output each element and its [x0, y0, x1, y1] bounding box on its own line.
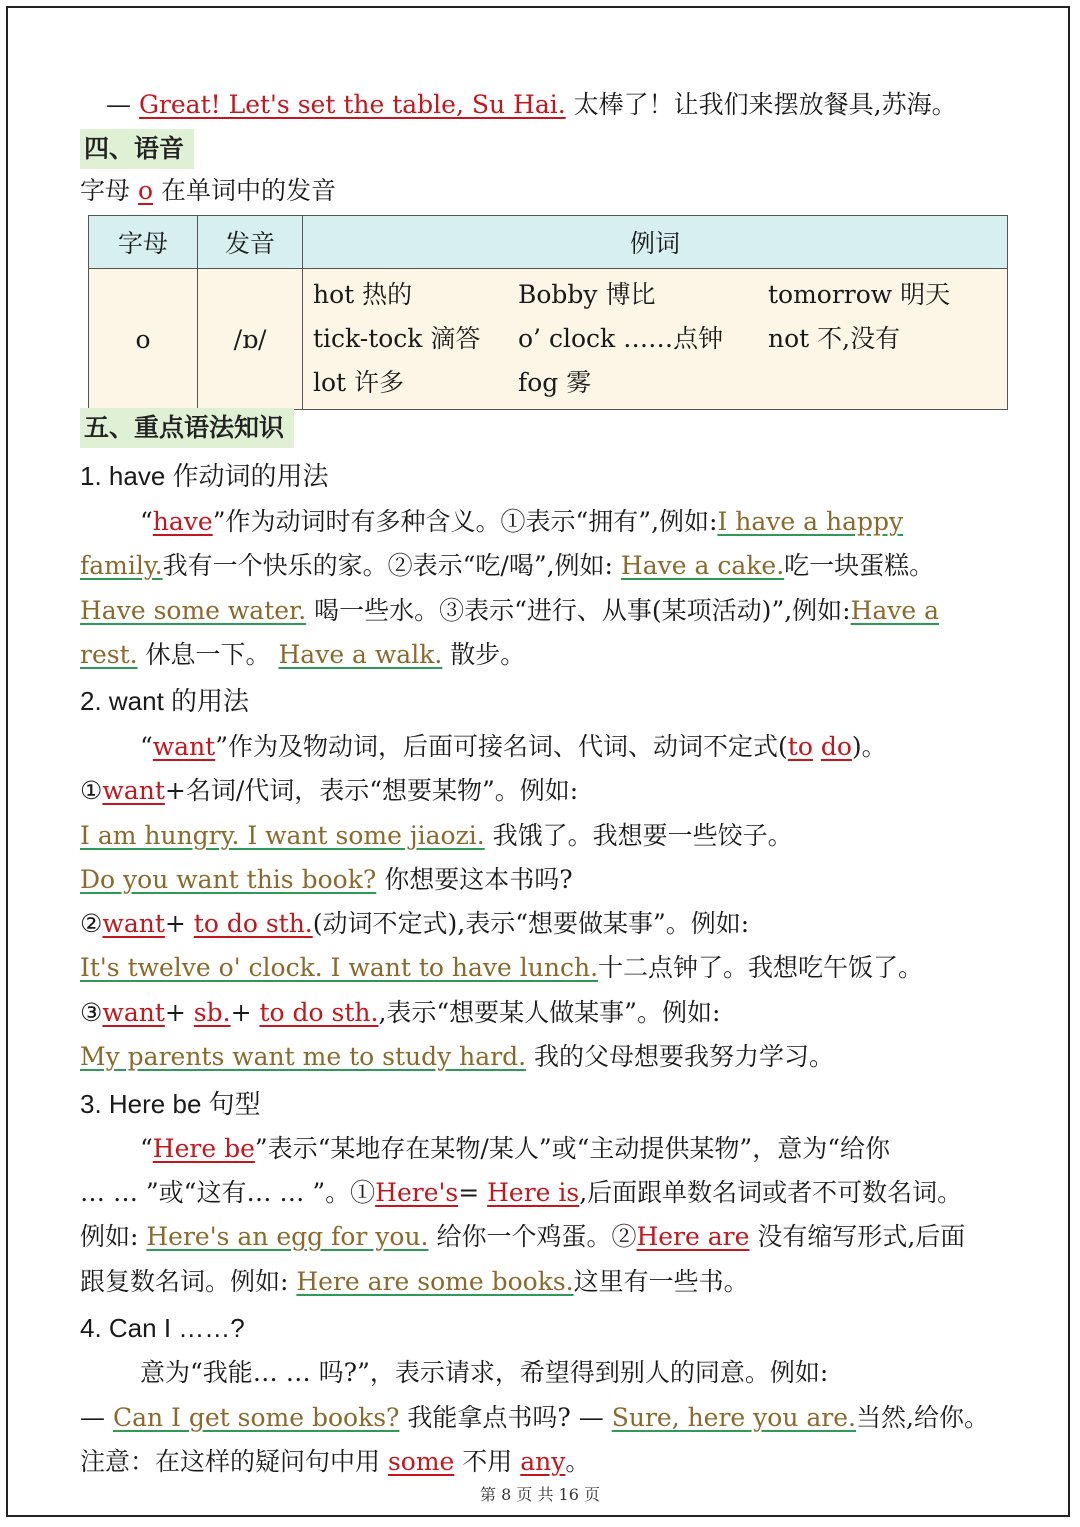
paragraph-line: Have some water. 喝一些水。③表示“进行、从事(某项活动)”,例如:Have a [80, 596, 940, 625]
subheading-can-i: 4. Can I ……? [80, 1313, 245, 1343]
paragraph-line: I am hungry. I want some jiaozi. 我饿了。我想要一些饺子。 [80, 821, 793, 850]
paragraph-line: “want”作为及物动词，后面可接名词、代词、动词不定式(to do)。 [140, 732, 887, 761]
paragraph-line: 注意：在这样的疑问句中用 some 不用 any。 [80, 1447, 591, 1476]
paragraph-line: It's twelve o' clock. I want to have lunch.十二点钟了。我想吃午饭了。 [80, 953, 924, 982]
phonetics-subtitle: 字母 o 在单词中的发音 [80, 176, 336, 205]
table-row [89, 269, 1008, 410]
phonetic-cell: /ɒ/ [198, 269, 303, 410]
subheading-have: 1. have 作动词的用法 [80, 461, 329, 491]
subheading-here-be: 3. Here be 句型 [80, 1089, 261, 1119]
word-row: hot 热的 Bobby 博比 tomorrow 明天 [313, 280, 951, 309]
paragraph-line: “Here be”表示“某地存在某物/某人”或“主动提供某物”，意为“给你 [140, 1134, 890, 1163]
paragraph-line: “have”作为动词时有多种含义。①表示“拥有”,例如:I have a happy [140, 507, 904, 536]
page-number: 第 8 页 共 16 页 [480, 1485, 600, 1504]
paragraph-line: … … ”或“这有… … ”。①Here's= Here is,后面跟单数名词或者不可数名词。 [80, 1178, 963, 1207]
paragraph-line: — Can I get some books? 我能拿点书吗? — Sure, here you are.当然,给你。 [80, 1403, 989, 1432]
paragraph-line: family.我有一个快乐的家。②表示“吃/喝”,例如: Have a cake.吃一块蛋糕。 [80, 551, 935, 580]
paragraph-line: 跟复数名词。例如: Here are some books.这里有一些书。 [80, 1267, 749, 1296]
chinese-translation: 太棒了！让我们来摆放餐具,苏海。 [573, 90, 957, 119]
document-page [6, 6, 1070, 1517]
dialogue-line: — Great! Let's set the table, Su Hai. 太棒了！让我们来摆放餐具,苏海。 [106, 90, 957, 119]
word-row: lot 许多 fog 雾 [313, 368, 592, 397]
table-header-row [89, 216, 1008, 269]
section-heading-grammar: 五、重点语法知识 [80, 408, 294, 448]
paragraph-line: ②want+ to do sth.(动词不定式),表示“想要做某事”。例如: [80, 909, 750, 938]
paragraph-line: 例如: Here's an egg for you. 给你一个鸡蛋。②Here are 没有缩写形式,后面 [80, 1222, 966, 1251]
paragraph-line: My parents want me to study hard. 我的父母想要我努力学习。 [80, 1042, 835, 1071]
english-example: Great! Let's set the table, Su Hai. [138, 90, 566, 119]
paragraph-line: Do you want this book? 你想要这本书吗? [80, 865, 573, 894]
example-words-cell [303, 269, 1008, 410]
paragraph-line: 意为“我能… … 吗?”，表示请求，希望得到别人的同意。例如: [140, 1358, 829, 1387]
header-examples: 例词 [303, 216, 1008, 269]
word-row: tick-tock 滴答 o’ clock ……点钟 not 不,没有 [313, 324, 901, 353]
paragraph-line: ①want+名词/代词，表示“想要某物”。例如: [80, 776, 579, 805]
header-sound: 发音 [198, 216, 303, 269]
subheading-want: 2. want 的用法 [80, 686, 250, 716]
header-letter: 字母 [89, 216, 198, 269]
paragraph-line: ③want+ sb.+ to do sth.,表示“想要某人做某事”。例如: [80, 998, 721, 1027]
pronunciation-table [88, 215, 1008, 410]
letter-cell: o [89, 269, 198, 410]
paragraph-line: rest. 休息一下。 Have a walk. 散步。 [80, 640, 526, 669]
section-heading-phonetics: 四、语音 [80, 129, 194, 169]
